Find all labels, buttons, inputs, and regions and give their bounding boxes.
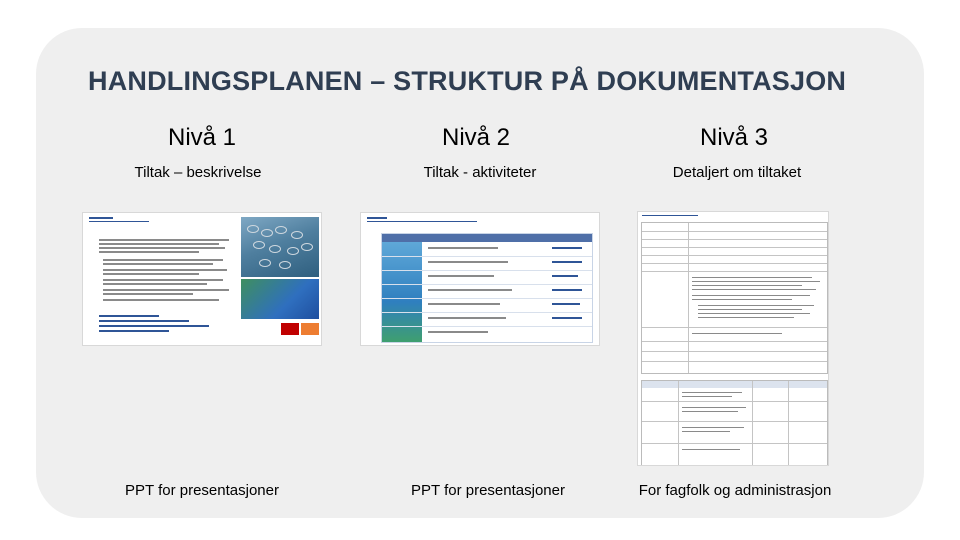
level-1-heading: Nivå 1 bbox=[167, 124, 237, 151]
activity-table-thumbnail bbox=[641, 380, 828, 466]
level-1-footer: PPT for presentasjoner bbox=[125, 482, 279, 499]
thumbnail-heading-placeholder bbox=[367, 217, 477, 222]
level-3-heading: Nivå 3 bbox=[699, 124, 769, 151]
thumbnail-heading-placeholder bbox=[89, 217, 149, 222]
fish-farm-photo bbox=[241, 217, 319, 277]
level-2-heading: Nivå 2 bbox=[441, 124, 511, 151]
process-arrows bbox=[281, 323, 322, 335]
page-title: HANDLINGSPLANEN – STRUKTUR PÅ DOKUMENTASJON bbox=[88, 66, 847, 96]
level-3-document-thumbnail bbox=[637, 211, 829, 466]
level-2-slide-thumbnail bbox=[360, 212, 600, 346]
level-1-slide-thumbnail bbox=[82, 212, 322, 346]
activities-table-thumbnail bbox=[381, 233, 593, 343]
level-3-footer: For fagfolk og administrasjon bbox=[638, 482, 832, 499]
map-image bbox=[241, 279, 319, 319]
thumbnail-heading-placeholder bbox=[642, 215, 698, 216]
level-3-subtitle: Detaljert om tiltaket bbox=[672, 164, 802, 181]
level-2-footer: PPT for presentasjoner bbox=[411, 482, 565, 499]
level-1-subtitle: Tiltak – beskrivelse bbox=[134, 164, 262, 181]
detail-table-thumbnail bbox=[641, 222, 828, 374]
level-2-subtitle: Tiltak - aktiviteter bbox=[423, 164, 537, 181]
